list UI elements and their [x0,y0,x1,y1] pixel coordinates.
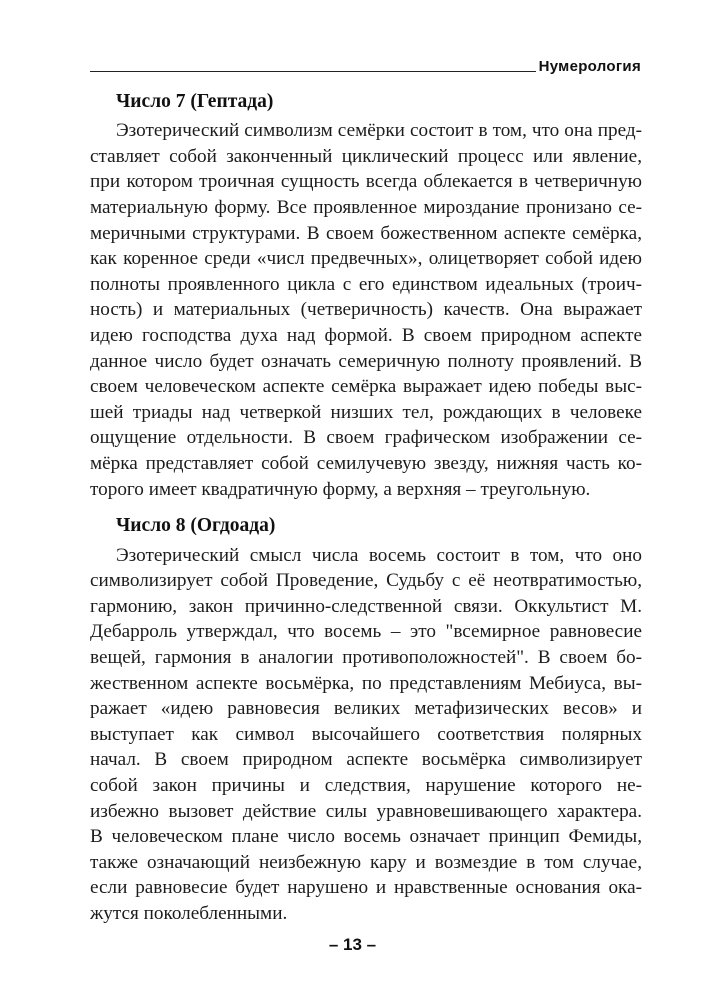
text-line: гармонию, закон причинно-следственной связи. Оккультист М. [90,596,642,617]
text-line: шей триады над четверкой низших тел, рождающих в человеке [90,402,642,423]
section-title-8: Число 8 (Огдоада) [116,515,276,536]
text-line: если равновесие будет нарушено и нравственные основания ока- [90,877,642,898]
text-line: материальную форму. Все проявленное мироздание пронизано се- [90,197,642,218]
text-line: идею господства духа над формой. В своем природном аспекте [90,325,642,346]
running-header: Нумерология [538,58,641,75]
text-line: Эзотерический символизм семёрки состоит в том, что она пред- [116,120,642,141]
text-line: избежно вызовет действие силы уравновешивающего характера. [90,801,642,822]
header-rule [90,71,536,72]
text-line: В человеческом плане число восемь означает принцип Фемиды, [90,826,642,847]
text-line: полноты проявленного цикла с его единством идеальных (троич- [90,274,642,295]
text-line: ражает «идею равновесия великих метафизических весов» и [90,698,642,719]
text-line: жественном аспекте восьмёрка, по представлениям Мебиуса, вы- [90,673,642,694]
text-line: жутся поколебленными. [90,903,288,924]
text-line: ощущение отдельности. В своем графическом изображении се- [90,427,642,448]
text-line: торого имеет квадратичную форму, а верхняя – треугольную. [90,479,591,500]
text-line: выступает как символ высочайшего соответствия полярных [90,724,642,745]
text-line: при котором троичная сущность всегда облекается в четверичную [90,171,642,192]
text-line: собой закон причины и следствия, нарушение которого не- [90,775,642,796]
text-line: данное число будет означать семеричную полноту проявлений. В [90,351,642,372]
text-line: вещей, гармония в аналогии противоположностей". В своем бо- [90,647,642,668]
text-line: ставляет собой законченный циклический процесс или явление, [90,146,642,167]
text-line: ность) и материальных (четверичность) качеств. Она выражает [90,299,642,320]
text-line: символизирует собой Проведение, Судьбу с её неотвратимостью, [90,570,642,591]
text-line: меричными структурами. В своем божественном аспекте семёрка, [90,223,642,244]
text-line: Эзотерический смысл числа восемь состоит в том, что оно [116,545,642,566]
text-line: мёрка представляет собой семилучевую звезду, нижняя часть ко- [90,453,642,474]
section-title-7: Число 7 (Гептада) [116,91,274,112]
page-number: – 13 – [328,935,377,954]
text-line: своем человеческом аспекте семёрка выражает идею победы выс- [90,376,642,397]
text-line: как коренное среди «числ предвечных», олицетворяет собой идею [90,248,642,269]
text-line: Дебарроль утверждал, что восемь – это "всемирное равновесие [90,621,642,642]
text-line: также означающий неизбежную кару и возмездие в том случае, [90,852,642,873]
text-line: начал. В своем природном аспекте восьмёрка символизирует [90,749,642,770]
